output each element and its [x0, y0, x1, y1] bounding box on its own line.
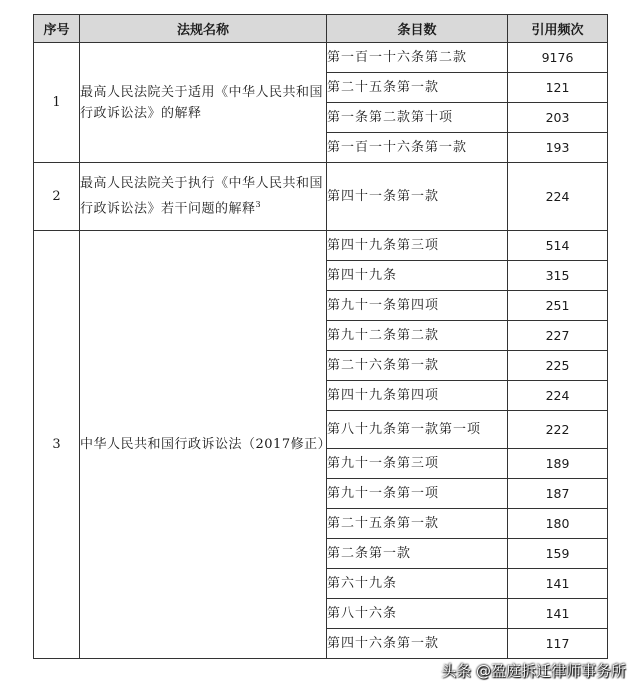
group-index: 2	[34, 163, 80, 231]
clause-cell: 第六十九条	[327, 569, 508, 599]
citation-count-cell: 9176	[508, 43, 608, 73]
clause-cell: 第四十一条第一款	[327, 163, 508, 231]
table-row	[34, 231, 608, 261]
citation-count-cell: 117	[508, 629, 608, 659]
citation-count-cell: 203	[508, 103, 608, 133]
clause-cell: 第四十九条第四项	[327, 381, 508, 411]
citation-count-cell: 193	[508, 133, 608, 163]
clause-cell: 第九十一条第四项	[327, 291, 508, 321]
table-row	[34, 43, 608, 73]
clause-cell: 第四十六条第一款	[327, 629, 508, 659]
regulation-citation-table	[33, 14, 608, 659]
group-index: 1	[34, 43, 80, 163]
header-regulation-name: 法规名称	[80, 15, 327, 43]
clause-cell: 第一条第二款第十项	[327, 103, 508, 133]
citation-count-cell: 187	[508, 479, 608, 509]
citation-count-cell: 180	[508, 509, 608, 539]
clause-cell: 第九十一条第一项	[327, 479, 508, 509]
citation-count-cell: 141	[508, 599, 608, 629]
regulation-name: 最高人民法院关于适用《中华人民共和国行政诉讼法》的解释	[80, 43, 327, 163]
clause-cell: 第四十九条	[327, 261, 508, 291]
clause-cell: 第一百一十六条第二款	[327, 43, 508, 73]
citation-count-cell: 222	[508, 411, 608, 449]
citation-count-cell: 514	[508, 231, 608, 261]
watermark-text: 头条 @盈庭拆迁律师事务所	[441, 662, 626, 680]
clause-cell: 第四十九条第三项	[327, 231, 508, 261]
group-index: 3	[34, 231, 80, 659]
clause-cell: 第八十六条	[327, 599, 508, 629]
citation-count-cell: 227	[508, 321, 608, 351]
header-citation-count: 引用频次	[508, 15, 608, 43]
header-clause: 条目数	[327, 15, 508, 43]
clause-cell: 第二十五条第一款	[327, 73, 508, 103]
clause-cell: 第二十六条第一款	[327, 351, 508, 381]
citation-count-cell: 224	[508, 381, 608, 411]
citation-count-cell: 159	[508, 539, 608, 569]
clause-cell: 第二十五条第一款	[327, 509, 508, 539]
regulation-name: 中华人民共和国行政诉讼法（2017修正）	[80, 231, 327, 659]
citation-count-cell: 225	[508, 351, 608, 381]
clause-cell: 第二条第一款	[327, 539, 508, 569]
header-index: 序号	[34, 15, 80, 43]
clause-cell: 第九十一条第三项	[327, 449, 508, 479]
source-watermark	[441, 660, 626, 681]
citation-count-cell: 141	[508, 569, 608, 599]
table-header-row	[34, 15, 608, 43]
clause-cell: 第九十二条第二款	[327, 321, 508, 351]
citation-count-cell: 315	[508, 261, 608, 291]
clause-cell: 第八十九条第一款第一项	[327, 411, 508, 449]
table-row	[34, 163, 608, 231]
citation-count-cell: 251	[508, 291, 608, 321]
footnote-marker: 3	[255, 200, 262, 210]
regulation-name-cell	[80, 163, 327, 231]
regulation-name: 最高人民法院关于执行《中华人民共和国行政诉讼法》若干问题的解释	[80, 176, 324, 217]
clause-cell: 第一百一十六条第一款	[327, 133, 508, 163]
citation-count-cell: 121	[508, 73, 608, 103]
citation-count-cell: 189	[508, 449, 608, 479]
citation-count-cell: 224	[508, 163, 608, 231]
